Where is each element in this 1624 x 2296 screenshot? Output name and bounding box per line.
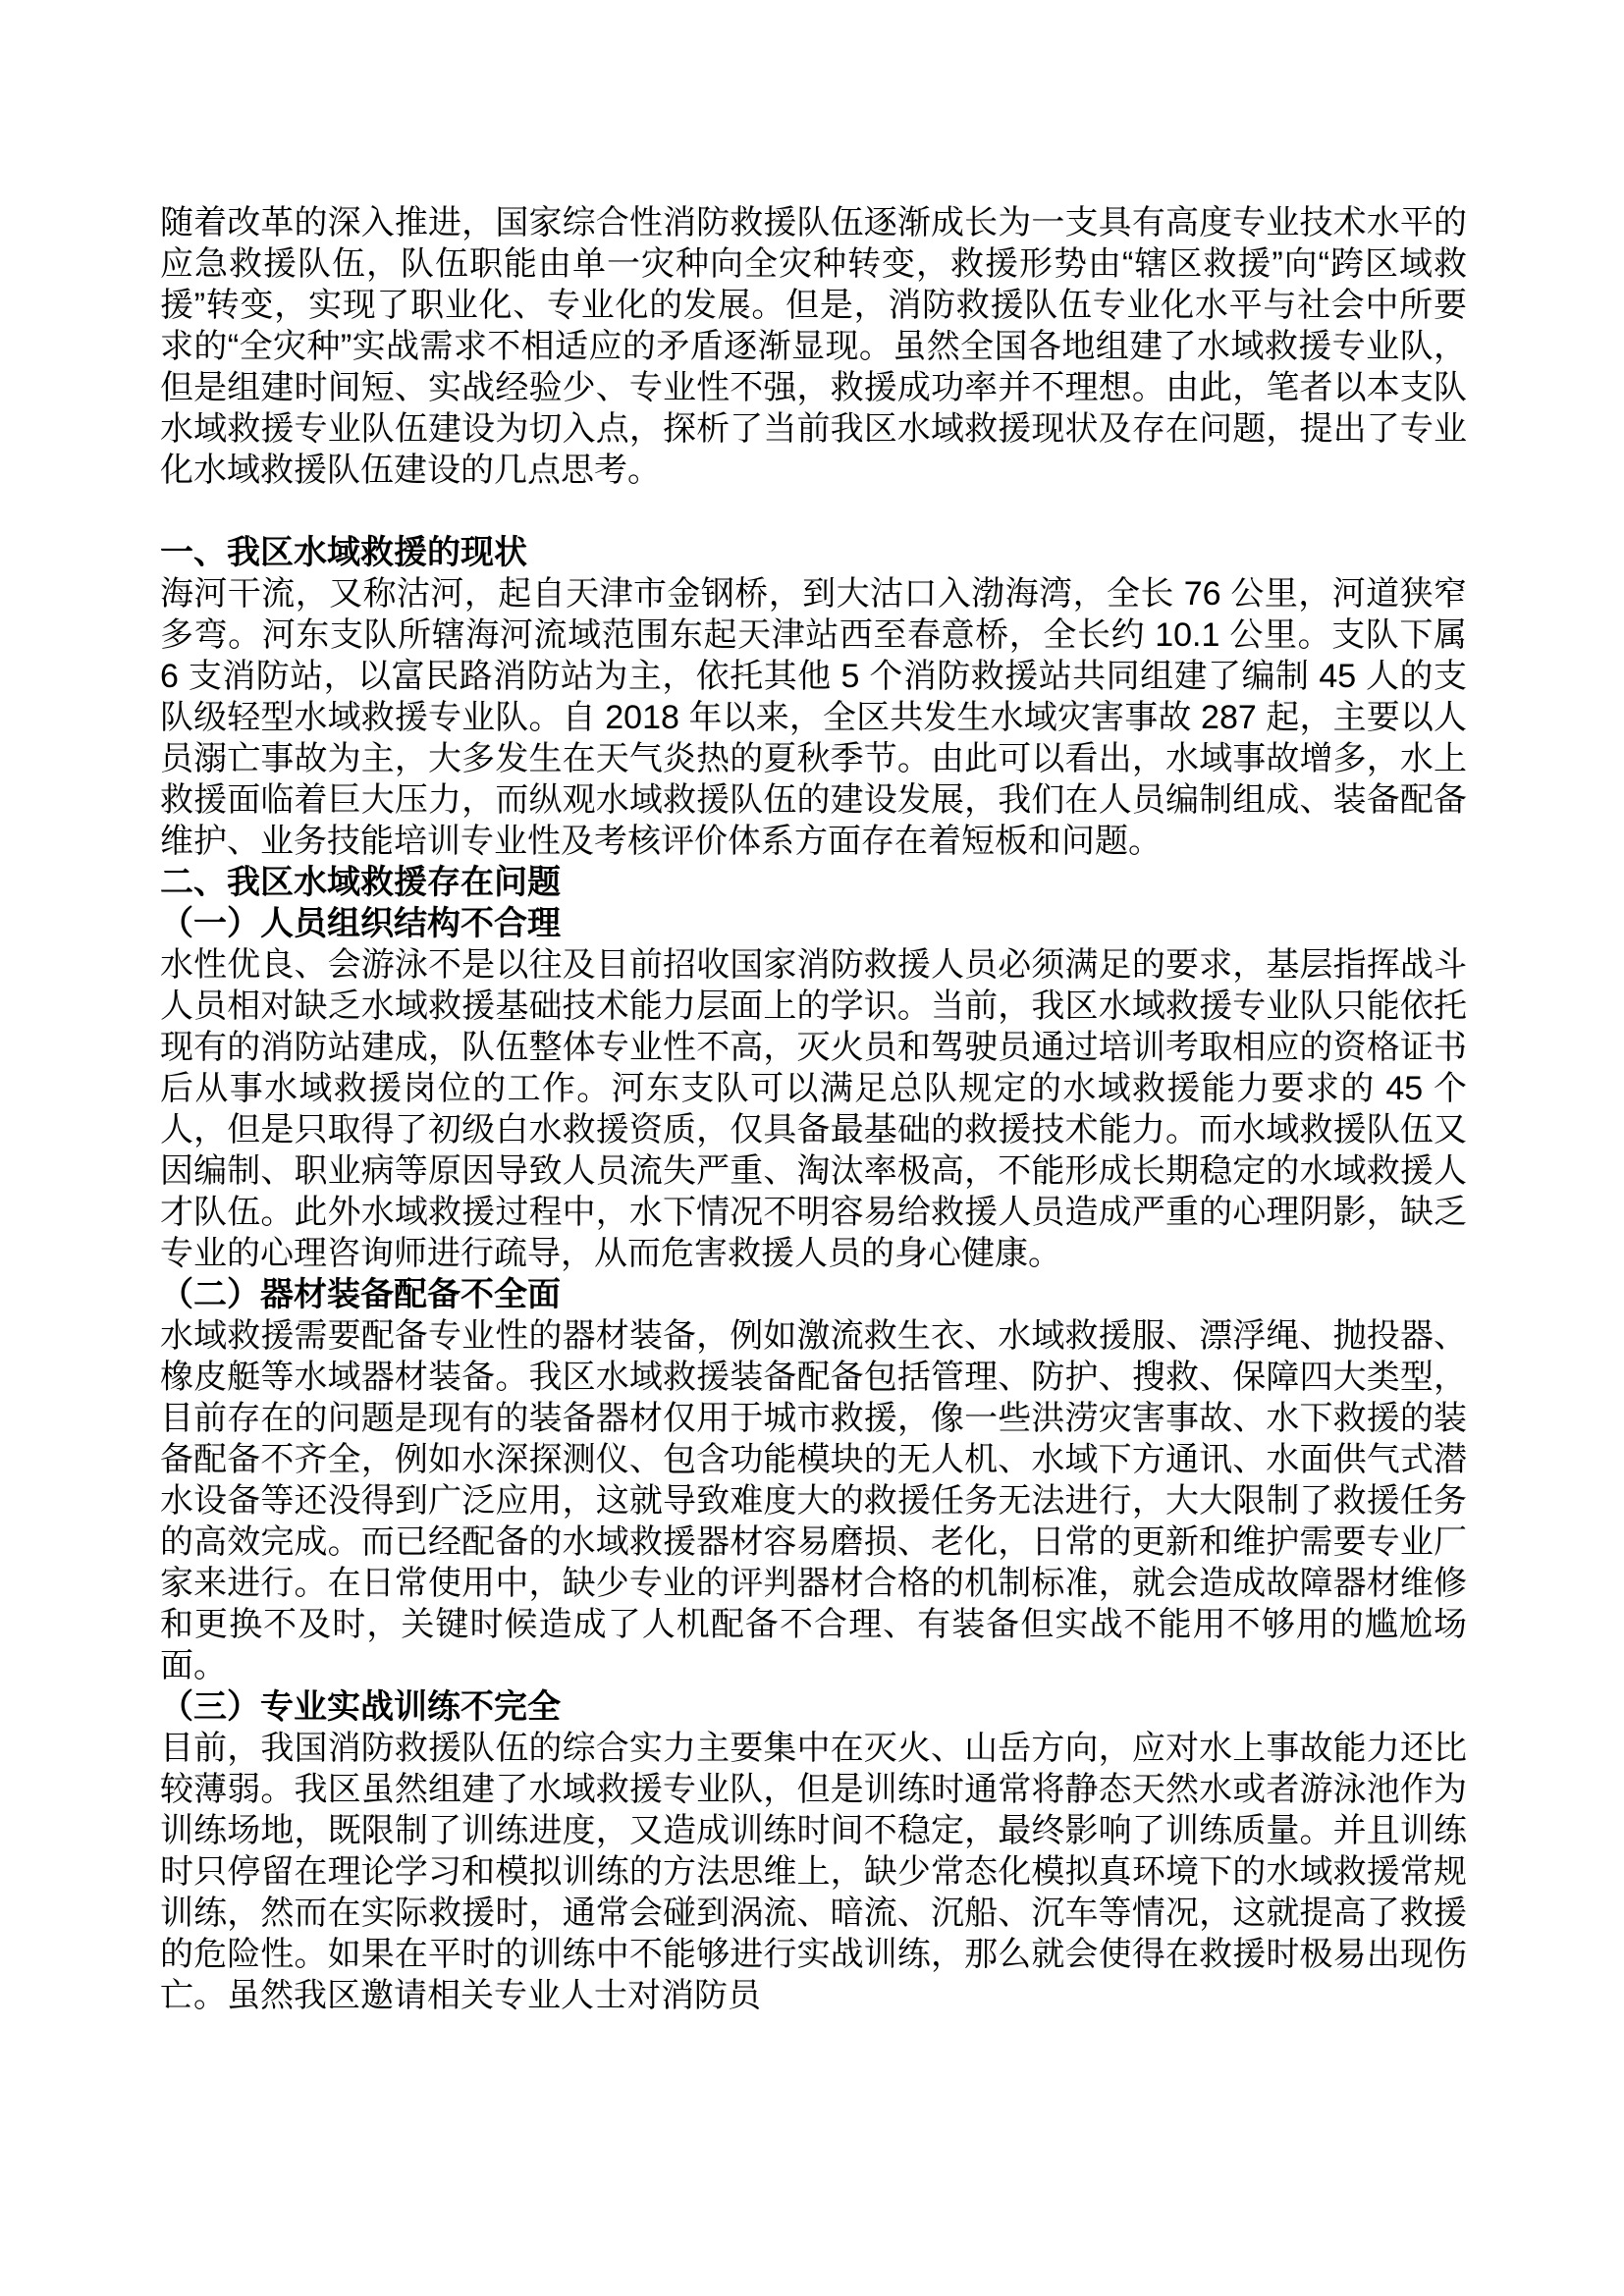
sub-heading: （一）人员组织结构不合理 bbox=[160, 905, 561, 942]
section-heading: 二、我区水域救援存在问题 bbox=[160, 864, 561, 901]
sub-heading: （三）专业实战训练不完全 bbox=[160, 1688, 561, 1726]
body-paragraph: 水域救援需要配备专业性的器材装备，例如激流救生衣、水域救援服、漂浮绳、抛投器、橡皮艇等水域器材装备。我区水域救援装备配备包括管理、防护、搜救、保障四大类型，目前存在的问题是现有的装备器材仅用于城市救援，像一些洪涝灾害事故、水下救援的装备配备不齐全，例如水深探测仪、包含功能模块的无人机、水域下方通讯、水面供气式潜水设备等还没得到广泛应用，这就导致难度大的救援任务无法进行，大大限制了救援任务的高效完成。而已经配备的水域救援器材容易磨损、老化，日常的更新和维护需要专业厂家来进行。在日常使用中，缺少专业的评判器材合格的机制标准，就会造成故障器材维修和更换不及时，关键时候造成了人机配备不合理、有装备但实战不能用不够用的尴尬场面。 bbox=[160, 1317, 1467, 1684]
body-paragraph: 海河干流，又称沽河，起自天津市金钢桥，到大沽口入渤海湾，全长 76 公里，河道狭窄多弯。河东支队所辖海河流域范围东起天津站西至春意桥，全长约 10.1 公里。支队下属 6 支消防站，以富民路消防站为主，依托其他 5 个消防救援站共同组建了编制 45 人的支队级轻型水域救援专业队。自 2018 年以来，全区共发生水域灾害事故 287 起，主要以人员溺亡事故为主，大多发生在天气炎热的夏秋季节。由此可以看出，水域事故增多，水上救援面临着巨大压力，而纵观水域救援队伍的建设发展，我们在人员编制组成、装备配备维护、业务技能培训专业性及考核评价体系方面存在着短板和问题。 bbox=[160, 575, 1467, 860]
body-paragraph: 水性优良、会游泳不是以往及目前招收国家消防救援人员必须满足的要求，基层指挥战斗人员相对缺乏水域救援基础技术能力层面上的学识。当前，我区水域救援专业队只能依托现有的消防站建成，队伍整体专业性不高，灭火员和驾驶员通过培训考取相应的资格证书后从事水域救援岗位的工作。河东支队可以满足总队规定的水域救援能力要求的 45 个人，但是只取得了初级白水救援资质，仅具备最基础的救援技术能力。而水域救援队伍又因编制、职业病等原因导致人员流失严重、淘汰率极高，不能形成长期稳定的水域救援人才队伍。此外水域救援过程中，水下情况不明容易给救援人员造成严重的心理阴影，缺乏专业的心理咨询师进行疏导，从而危害救援人员的身心健康。 bbox=[160, 946, 1467, 1272]
section-heading: 一、我区水域救援的现状 bbox=[160, 534, 527, 571]
sub-heading: （二）器材装备配备不全面 bbox=[160, 1276, 561, 1313]
body-paragraph: 目前，我国消防救援队伍的综合实力主要集中在灭火、山岳方向，应对水上事故能力还比较薄弱。我区虽然组建了水域救援专业队，但是训练时通常将静态天然水或者游泳池作为训练场地，既限制了训练进度，又造成训练时间不稳定，最终影响了训练质量。并且训练时只停留在理论学习和模拟训练的方法思维上，缺少常态化模拟真环境下的水域救援常规训练，然而在实际救援时，通常会碰到涡流、暗流、沉船、沉车等情况，这就提高了救援的危险性。如果在平时的训练中不能够进行实战训练，那么就会使得在救援时极易出现伤亡。虽然我区邀请相关专业人士对消防员 bbox=[160, 1730, 1467, 2014]
blank-line bbox=[160, 491, 1467, 532]
body-paragraph: 随着改革的深入推进，国家综合性消防救援队伍逐渐成长为一支具有高度专业技术水平的应急救援队伍，队伍职能由单一灾种向全灾种转变，救援形势由“辖区救援”向“跨区域救援”转变，实现了职业化、专业化的发展。但是，消防救援队伍专业化水平与社会中所要求的“全灾种”实战需求不相适应的矛盾逐渐显现。虽然全国各地组建了水域救援专业队，但是组建时间短、实战经验少、专业性不强，救援成功率并不理想。由此，笔者以本支队水域救援专业队伍建设为切入点，探析了当前我区水域救援现状及存在问题，提出了专业化水域救援队伍建设的几点思考。 bbox=[160, 204, 1467, 489]
